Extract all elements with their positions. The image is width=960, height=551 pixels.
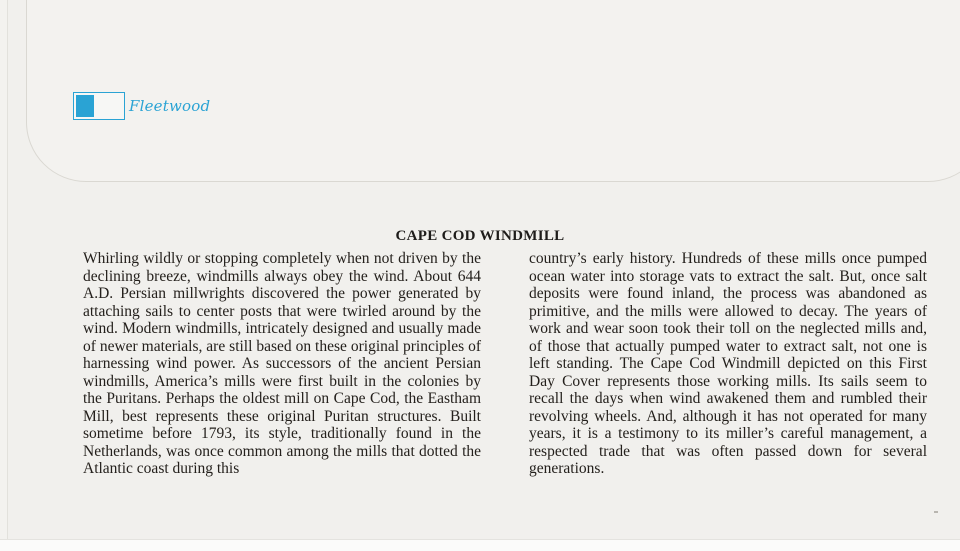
logo-mark-icon [73, 92, 125, 120]
article-title: CAPE COD WINDMILL [395, 228, 565, 244]
fleetwood-logo [73, 92, 210, 120]
bottom-edge [0, 539, 960, 551]
article-column-left: Whirling wildly or stopping completely when not driven by the declining breeze, windmills always obey the wind. About 644 A.D. Persian millwrights discovered the power generated by attaching sails to center posts that were twirled around by the wind. Modern windmills, intricately designed and usually made of newer materials, are still based on these original principles of harnessing wind power. As successors of the ancient Persian windmills, America’s mills were first built in the colonies by the Puritans. Perhaps the oldest mill on Cape Cod, the Eastham Mill, best represents these original Puritan structures. Built sometime before 1793, its style, traditionally found in the Netherlands, was once common among the mills that dotted the Atlantic coast during this [83, 250, 481, 477]
envelope-flap [26, 0, 960, 182]
logo-wordmark: Fleetwood [129, 97, 211, 115]
article-column-right: country’s early history. Hundreds of these mills once pumped ocean water into storage vats to extract the salt. But, once salt deposits were found inland, the process was abandoned as primitive, and the mills were allowed to decay. The years of work and wear soon took their toll on the neglected mills and, of those that actually pumped water to extract salt, not one is left standing. The Cape Cod Windmill depicted on this First Day Cover represents those working mills. Its sails seem to recall the days when wind awakened them and rumbled their revolving wheels. And, although it has not operated for many years, it is a testimony to its miller’s careful management, a respected trade that was often passed down for several generations. [529, 250, 927, 477]
paper-speck [934, 511, 938, 513]
